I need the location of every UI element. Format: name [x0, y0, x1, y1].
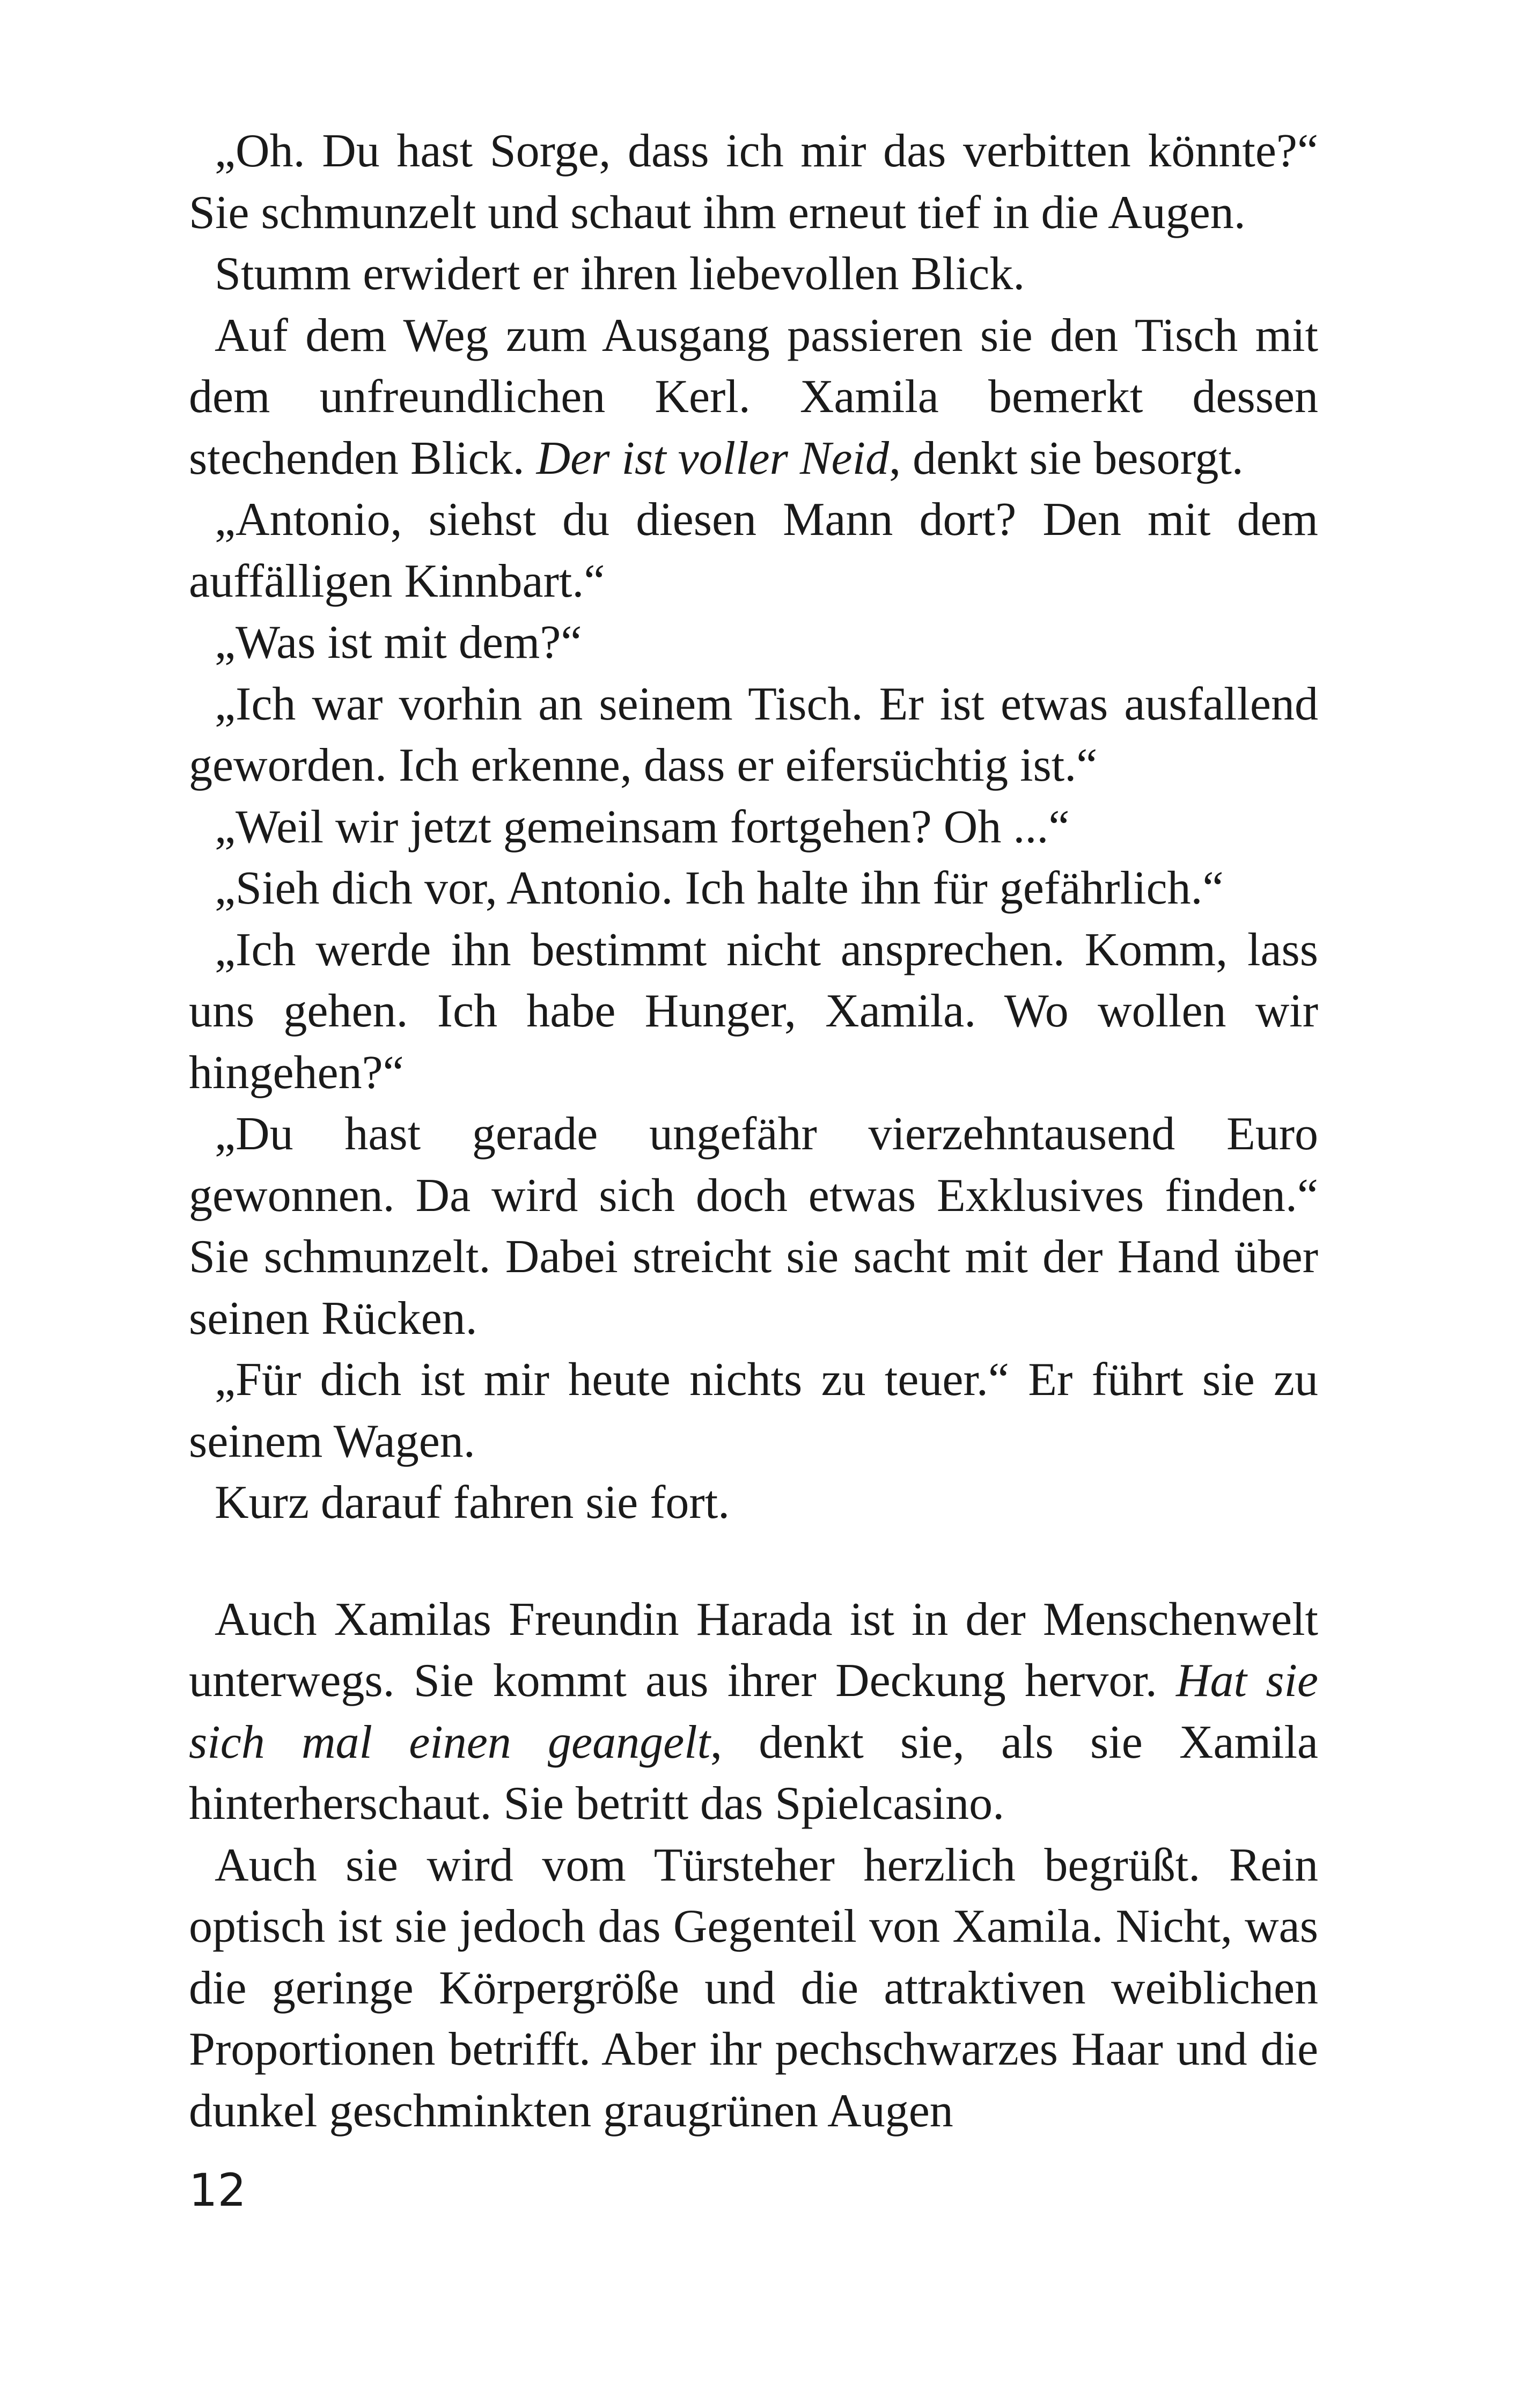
- paragraph-text: , denkt sie besorgt.: [889, 432, 1244, 484]
- paragraph-text: „Was ist mit dem?“: [215, 616, 582, 669]
- paragraph-8: [189, 858, 1318, 920]
- paragraph-11: [189, 1349, 1318, 1472]
- paragraph-14: [189, 1835, 1318, 2142]
- paragraph-3: [189, 305, 1318, 490]
- paragraph-text: Auch Xamilas Freundin Harada ist in der Menschenwelt unterwegs. Sie kommt aus ihrer Deckung hervor.: [189, 1593, 1318, 1707]
- paragraph-text: „Du hast gerade ungefähr vierzehntausend Euro gewonnen. Da wird sich doch etwas Exklusives finden.“ Sie schmunzelt. Dabei streicht sie sacht mit der Hand über seinen Rücken.: [189, 1108, 1318, 1345]
- paragraph-10: [189, 1104, 1318, 1349]
- paragraph-7: [189, 797, 1318, 858]
- paragraph-text: „Weil wir jetzt gemeinsam fortgehen? Oh ...“: [215, 801, 1070, 853]
- page-number: 12: [189, 2164, 246, 2216]
- page-body: [189, 121, 1318, 2142]
- paragraph-text: „Ich war vorhin an seinem Tisch. Er ist etwas ausfallend geworden. Ich erkenne, dass er eifersüchtig ist.“: [189, 678, 1318, 791]
- paragraph-9: [189, 920, 1318, 1104]
- paragraph-text: „Antonio, siehst du diesen Mann dort? Den mit dem auffälligen Kinnbart.“: [189, 494, 1318, 607]
- paragraph-6: [189, 674, 1318, 797]
- italic-thought: Hat sie sich mal einen geangelt: [189, 1655, 1318, 1768]
- paragraph-1: [189, 121, 1318, 244]
- paragraph-text: , denkt sie, als sie Xamila hinterherschaut. Sie betritt das Spielcasino.: [189, 1716, 1318, 1830]
- paragraph-text: Auf dem Weg zum Ausgang passieren sie den Tisch mit dem unfreundlichen Kerl. Xamila bemerkt dessen stechenden Blick.: [189, 309, 1318, 484]
- paragraph-text: Kurz darauf fahren sie fort.: [215, 1477, 730, 1529]
- paragraph-text: „Sieh dich vor, Antonio. Ich halte ihn für gefährlich.“: [215, 862, 1224, 914]
- paragraph-text: „Oh. Du hast Sorge, dass ich mir das verbitten könnte?“ Sie schmunzelt und schaut ihm erneut tief in die Augen.: [189, 125, 1318, 239]
- paragraph-12: [189, 1472, 1318, 1534]
- paragraph-13: [189, 1589, 1318, 1835]
- paragraph-text: Stumm erwidert er ihren liebevollen Blick.: [215, 248, 1025, 300]
- paragraph-text: Auch sie wird vom Türsteher herzlich begrüßt. Rein optisch ist sie jedoch das Gegenteil von Xamila. Nicht, was die geringe Körpergröße und die attraktiven weiblichen Proportionen betrifft. Aber ihr pechschwarzes Haar und die dunkel geschminkten graugrünen Augen: [189, 1839, 1318, 2137]
- paragraph-text: „Ich werde ihn bestimmt nicht ansprechen. Komm, lass uns gehen. Ich habe Hunger, Xamila. Wo wollen wir hingehen?“: [189, 923, 1318, 1099]
- paragraph-text: „Für dich ist mir heute nichts zu teuer.“ Er führt sie zu seinem Wagen.: [189, 1354, 1318, 1467]
- paragraph-4: [189, 489, 1318, 612]
- paragraph-5: [189, 612, 1318, 674]
- paragraph-2: [189, 244, 1318, 305]
- italic-thought: Der ist voller Neid: [536, 432, 890, 484]
